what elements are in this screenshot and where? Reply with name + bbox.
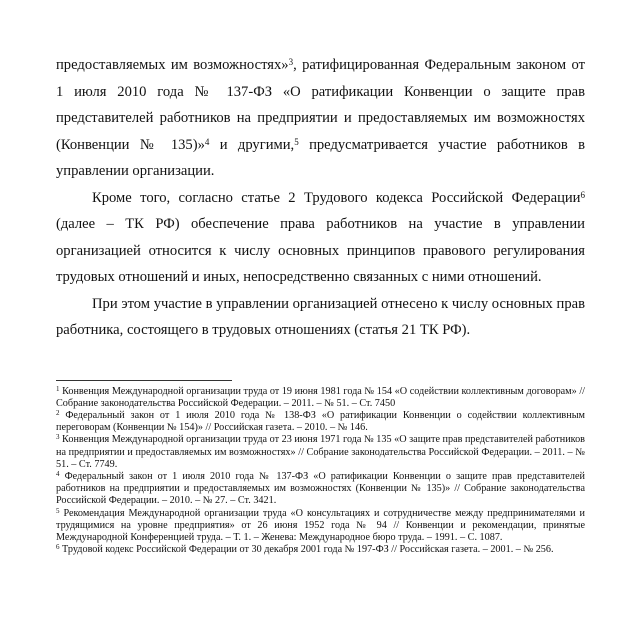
paragraph-text: При этом участие в управлении организацией отнесено к числу основных прав работника, состоящего в трудовых отношениях (статья 21 ТК РФ). <box>56 295 585 338</box>
footnote-text: Федеральный закон от 1 июля 2010 года № 137-ФЗ «О ратификации Конвенции о защите прав представителей работников на предприятии и предоставляемых им возможностях (Конвенции № 135)» // Собрание законодательства Российской Федерации. – 2010. – № 27. – Ст. 3421. <box>56 470 585 507</box>
footnote-2 <box>56 410 585 434</box>
footnote-number: 6 <box>56 543 60 552</box>
paragraph-3 <box>56 291 585 344</box>
footnote-number: 3 <box>56 433 60 442</box>
paragraph-text: , ратифицированная Федеральным законом от 1 июля 2010 года № 137-ФЗ «О ратификации Конвенции о защите прав представителей работников на предприятии и предоставляемых им возможностях (Конвенции № 135)» <box>56 57 585 153</box>
footnote-1 <box>56 386 585 410</box>
footnote-3 <box>56 434 585 471</box>
paragraph-text: (далее – ТК РФ) обеспечение права работников на участие в управлении организацией относится к числу основных принципов правового регулирования трудовых отношений и иных, непосредственно связанных с ними отношений. <box>56 216 585 285</box>
paragraph-2 <box>56 185 585 291</box>
document-page <box>56 52 585 556</box>
paragraph-text: предусматривается участие работников в управлении организации. <box>56 136 585 179</box>
footnote-text: Рекомендация Международной организации труда «О консультациях и сотрудничестве между предпринимателями и трудящимися на уровне предприятия» от 26 июня 1952 года № 94 // Конвенции и рекомендации, принятые Международной Конференцией труда. – Т. 1. – Женева: Международное бюро труда. – 1991. – С. 1087. <box>56 507 585 543</box>
footnote-4 <box>56 471 585 508</box>
footnote-ref-5[interactable]: 5 <box>294 136 299 147</box>
footnote-text: Федеральный закон от 1 июля 2010 года № 138-ФЗ «О ратификации Конвенции о содействии коллективным переговорам (Конвенции № 154)» // Российская газета. – 2010. – № 146. <box>56 409 585 434</box>
paragraph-text: Кроме того, согласно статье 2 Трудового кодекса Российской Федерации <box>92 189 581 206</box>
paragraph-1 <box>56 52 585 185</box>
footnote-text: Конвенция Международной организации труда от 23 июня 1971 года № 135 «О защите прав представителей работников на предприятии и предоставляемых им возможностях» // Собрание законодательства Российской Федерации. – 2011. – № 51. – Ст. 7749. <box>56 434 585 470</box>
footnote-ref-4[interactable]: 4 <box>204 136 210 147</box>
footnote-6 <box>56 544 585 556</box>
footnote-ref-3[interactable]: 3 <box>288 57 294 67</box>
paragraph-text: предоставляемых им возможностях» <box>56 57 289 73</box>
footnote-5 <box>56 508 585 545</box>
footnote-number: 1 <box>56 384 60 393</box>
footnote-separator <box>56 380 232 381</box>
footnote-ref-6[interactable]: 6 <box>580 189 585 200</box>
footnote-number: 2 <box>56 408 60 417</box>
footnote-text: Конвенция Международной организации труда от 19 июня 1981 года № 154 «О содействии коллективным договорам» // Собрание законодательства Российской Федерации. – 2011. – № 51. – Ст. 7450 <box>56 385 585 409</box>
paragraph-text: и другими, <box>209 136 295 153</box>
body-text <box>56 52 585 344</box>
footnote-text: Трудовой кодекс Российской Федерации от 30 декабря 2001 года № 197-ФЗ // Российская газета. – 2001. – № 256. <box>59 544 554 556</box>
footnote-number: 4 <box>56 469 60 478</box>
footnote-number: 5 <box>56 506 60 515</box>
footnotes <box>56 386 585 557</box>
